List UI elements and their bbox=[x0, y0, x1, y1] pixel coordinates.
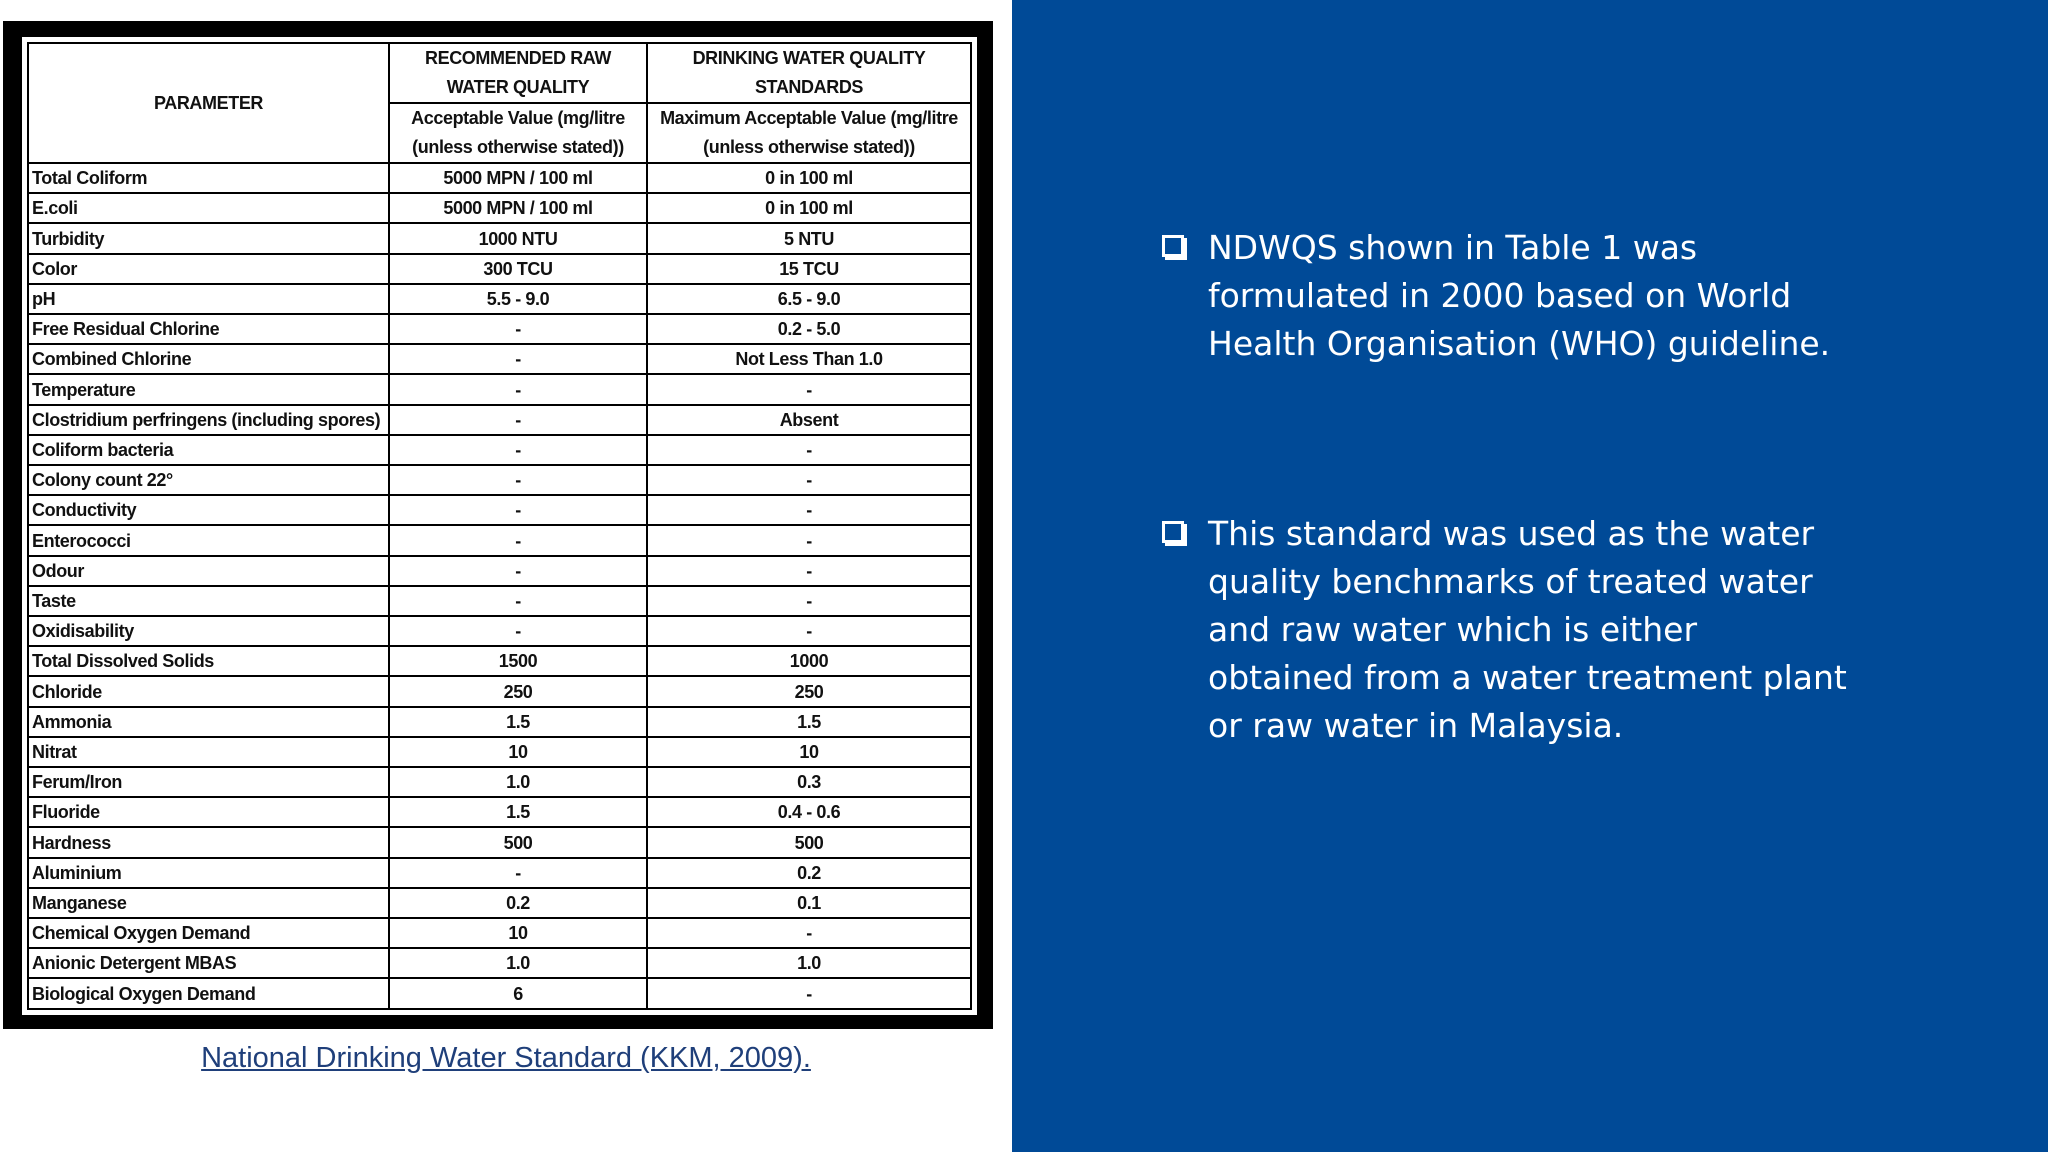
raw-value-cell: - bbox=[389, 525, 647, 555]
parameter-cell: Manganese bbox=[28, 888, 389, 918]
drinking-value-cell: - bbox=[647, 495, 971, 525]
table-body bbox=[28, 163, 971, 1009]
header-parameter: PARAMETER bbox=[28, 43, 389, 163]
drinking-value-cell: Not Less Than 1.0 bbox=[647, 344, 971, 374]
raw-value-cell: - bbox=[389, 586, 647, 616]
header-raw-subtitle: Acceptable Value (mg/litre (unless otherwise stated)) bbox=[389, 103, 647, 163]
parameter-cell: Coliform bacteria bbox=[28, 435, 389, 465]
table-row bbox=[28, 767, 971, 797]
parameter-cell: pH bbox=[28, 284, 389, 314]
parameter-cell: Oxidisability bbox=[28, 616, 389, 646]
parameter-cell: Anionic Detergent MBAS bbox=[28, 948, 389, 978]
drinking-value-cell: 0.4 - 0.6 bbox=[647, 797, 971, 827]
table-row bbox=[28, 525, 971, 555]
raw-value-cell: - bbox=[389, 344, 647, 374]
left-panel bbox=[0, 0, 1012, 1152]
table-row bbox=[28, 827, 971, 857]
table-row bbox=[28, 737, 971, 767]
table-row bbox=[28, 556, 971, 586]
header-drinking-subtitle: Maximum Acceptable Value (mg/litre (unless otherwise stated)) bbox=[647, 103, 971, 163]
raw-value-cell: 5000 MPN / 100 ml bbox=[389, 193, 647, 223]
raw-value-cell: - bbox=[389, 495, 647, 525]
drinking-value-cell: 0.2 - 5.0 bbox=[647, 314, 971, 344]
parameter-cell: Ammonia bbox=[28, 707, 389, 737]
water-quality-table bbox=[27, 42, 972, 1010]
raw-value-cell: 1.5 bbox=[389, 797, 647, 827]
drinking-value-cell: - bbox=[647, 374, 971, 404]
raw-value-cell: 1000 NTU bbox=[389, 223, 647, 253]
table-row bbox=[28, 616, 971, 646]
drinking-value-cell: - bbox=[647, 556, 971, 586]
table-row bbox=[28, 254, 971, 284]
parameter-cell: Total Dissolved Solids bbox=[28, 646, 389, 676]
raw-value-cell: 0.2 bbox=[389, 888, 647, 918]
table-inner bbox=[22, 37, 977, 1015]
parameter-cell: E.coli bbox=[28, 193, 389, 223]
raw-value-cell: 10 bbox=[389, 918, 647, 948]
parameter-cell: Biological Oxygen Demand bbox=[28, 978, 389, 1009]
table-row bbox=[28, 858, 971, 888]
raw-value-cell: - bbox=[389, 374, 647, 404]
parameter-cell: Temperature bbox=[28, 374, 389, 404]
raw-value-cell: - bbox=[389, 314, 647, 344]
parameter-cell: Free Residual Chlorine bbox=[28, 314, 389, 344]
table-frame bbox=[3, 21, 993, 1029]
table-row bbox=[28, 284, 971, 314]
table-row bbox=[28, 707, 971, 737]
raw-value-cell: 250 bbox=[389, 676, 647, 706]
parameter-cell: Aluminium bbox=[28, 858, 389, 888]
raw-value-cell: - bbox=[389, 405, 647, 435]
raw-value-cell: - bbox=[389, 616, 647, 646]
drinking-value-cell: 0 in 100 ml bbox=[647, 193, 971, 223]
drinking-value-cell: Absent bbox=[647, 405, 971, 435]
drinking-value-cell: 0.1 bbox=[647, 888, 971, 918]
drinking-value-cell: - bbox=[647, 616, 971, 646]
drinking-value-cell: - bbox=[647, 978, 971, 1009]
table-row bbox=[28, 918, 971, 948]
table-row bbox=[28, 646, 971, 676]
table-caption-link[interactable]: National Drinking Water Standard (KKM, 2009). bbox=[201, 1042, 811, 1074]
raw-value-cell: 10 bbox=[389, 737, 647, 767]
table-row bbox=[28, 344, 971, 374]
parameter-cell: Taste bbox=[28, 586, 389, 616]
drinking-value-cell: 6.5 - 9.0 bbox=[647, 284, 971, 314]
table-row bbox=[28, 465, 971, 495]
drinking-value-cell: - bbox=[647, 525, 971, 555]
table-row bbox=[28, 586, 971, 616]
bullet-text-1: NDWQS shown in Table 1 was formulated in 2000 based on World Health Organisation (WHO) guideline. bbox=[1208, 228, 1831, 363]
table-row bbox=[28, 405, 971, 435]
drinking-value-cell: - bbox=[647, 918, 971, 948]
checkbox-bullet-icon bbox=[1162, 235, 1184, 257]
drinking-value-cell: - bbox=[647, 435, 971, 465]
parameter-cell: Enterococci bbox=[28, 525, 389, 555]
drinking-value-cell: 250 bbox=[647, 676, 971, 706]
bullet-point-2 bbox=[1208, 510, 1848, 750]
parameter-cell: Chloride bbox=[28, 676, 389, 706]
header-drinking-title: DRINKING WATER QUALITY STANDARDS bbox=[647, 43, 971, 103]
parameter-cell: Combined Chlorine bbox=[28, 344, 389, 374]
table-row bbox=[28, 193, 971, 223]
table-row bbox=[28, 978, 971, 1009]
raw-value-cell: 6 bbox=[389, 978, 647, 1009]
table-row bbox=[28, 495, 971, 525]
parameter-cell: Color bbox=[28, 254, 389, 284]
raw-value-cell: 1.0 bbox=[389, 948, 647, 978]
parameter-cell: Turbidity bbox=[28, 223, 389, 253]
drinking-value-cell: 0.3 bbox=[647, 767, 971, 797]
table-row bbox=[28, 888, 971, 918]
drinking-value-cell: 1.5 bbox=[647, 707, 971, 737]
raw-value-cell: - bbox=[389, 858, 647, 888]
raw-value-cell: - bbox=[389, 465, 647, 495]
parameter-cell: Odour bbox=[28, 556, 389, 586]
drinking-value-cell: 5 NTU bbox=[647, 223, 971, 253]
drinking-value-cell: - bbox=[647, 586, 971, 616]
table-row bbox=[28, 374, 971, 404]
raw-value-cell: 500 bbox=[389, 827, 647, 857]
raw-value-cell: 1.0 bbox=[389, 767, 647, 797]
parameter-cell: Clostridium perfringens (including spores) bbox=[28, 405, 389, 435]
table-header bbox=[28, 43, 971, 163]
raw-value-cell: 5000 MPN / 100 ml bbox=[389, 163, 647, 193]
drinking-value-cell: - bbox=[647, 465, 971, 495]
drinking-value-cell: 1000 bbox=[647, 646, 971, 676]
table-row bbox=[28, 676, 971, 706]
parameter-cell: Total Coliform bbox=[28, 163, 389, 193]
drinking-value-cell: 1.0 bbox=[647, 948, 971, 978]
parameter-cell: Nitrat bbox=[28, 737, 389, 767]
raw-value-cell: 5.5 - 9.0 bbox=[389, 284, 647, 314]
drinking-value-cell: 500 bbox=[647, 827, 971, 857]
raw-value-cell: 300 TCU bbox=[389, 254, 647, 284]
drinking-value-cell: 15 TCU bbox=[647, 254, 971, 284]
table-row bbox=[28, 223, 971, 253]
parameter-cell: Fluoride bbox=[28, 797, 389, 827]
parameter-cell: Ferum/Iron bbox=[28, 767, 389, 797]
table-row bbox=[28, 314, 971, 344]
parameter-cell: Chemical Oxygen Demand bbox=[28, 918, 389, 948]
raw-value-cell: 1.5 bbox=[389, 707, 647, 737]
checkbox-bullet-icon bbox=[1162, 521, 1184, 543]
table-row bbox=[28, 435, 971, 465]
drinking-value-cell: 0 in 100 ml bbox=[647, 163, 971, 193]
table-row bbox=[28, 163, 971, 193]
raw-value-cell: 1500 bbox=[389, 646, 647, 676]
bullet-text-2: This standard was used as the water quality benchmarks of treated water and raw water which is either obtained from a water treatment plant or raw water in Malaysia. bbox=[1208, 514, 1847, 745]
header-raw-title: RECOMMENDED RAW WATER QUALITY bbox=[389, 43, 647, 103]
table-row bbox=[28, 797, 971, 827]
drinking-value-cell: 0.2 bbox=[647, 858, 971, 888]
drinking-value-cell: 10 bbox=[647, 737, 971, 767]
parameter-cell: Hardness bbox=[28, 827, 389, 857]
parameter-cell: Colony count 22° bbox=[28, 465, 389, 495]
raw-value-cell: - bbox=[389, 435, 647, 465]
table-row bbox=[28, 948, 971, 978]
parameter-cell: Conductivity bbox=[28, 495, 389, 525]
bullet-point-1 bbox=[1208, 224, 1848, 368]
raw-value-cell: - bbox=[389, 556, 647, 586]
right-panel bbox=[1012, 0, 2048, 1152]
